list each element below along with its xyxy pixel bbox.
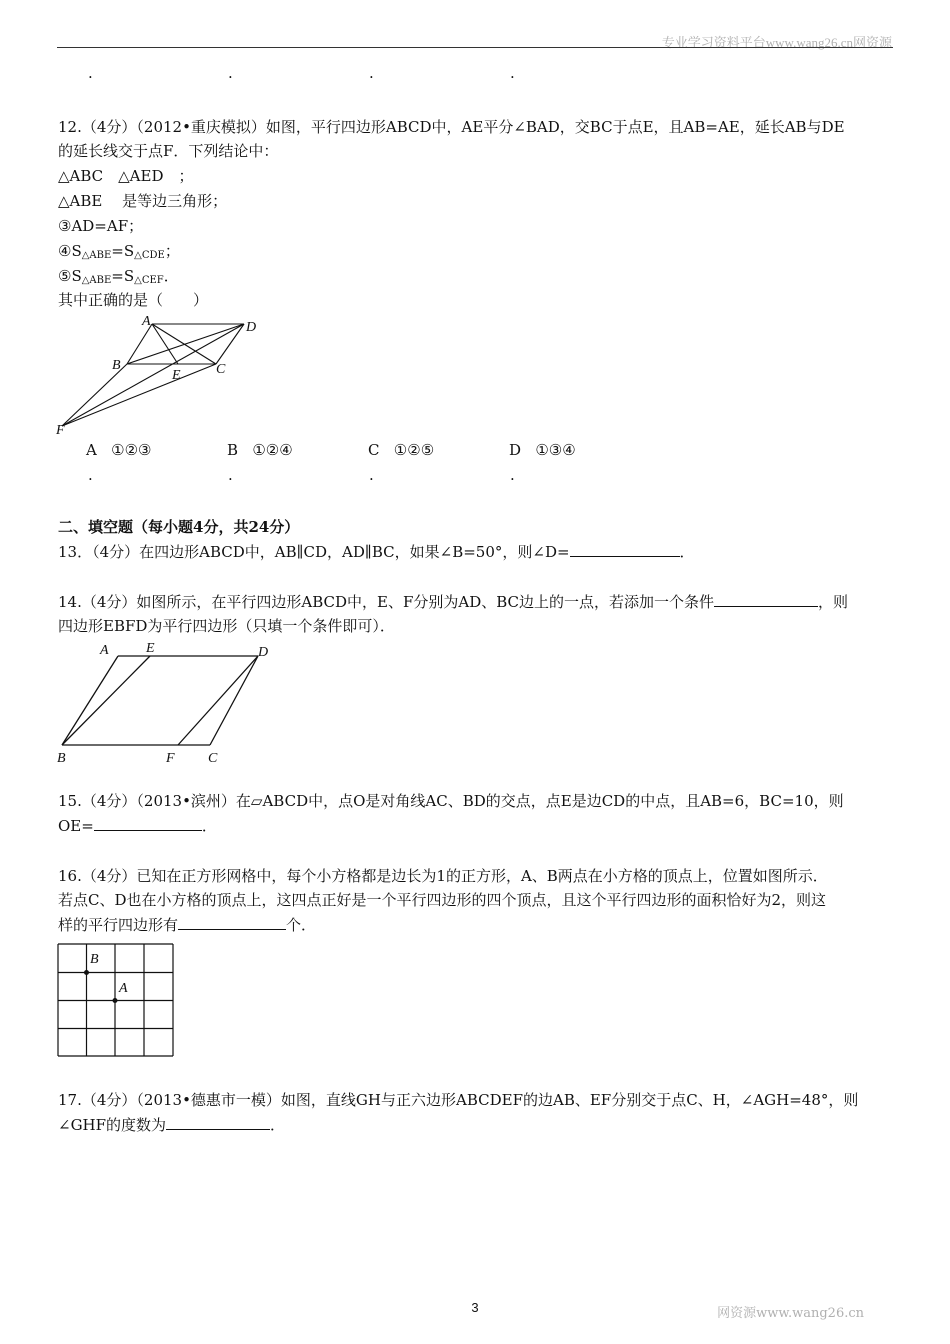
q14-line2: 四边形EBFD为平行四边形（只填一个条件即可）． [58, 617, 395, 635]
prev-dot-2: . [228, 64, 233, 82]
q12-option-dot-3: . [369, 466, 374, 484]
q14-label-b: B [57, 751, 66, 766]
q16-point-a [113, 998, 118, 1003]
q16-line2: 若点C、D也在小方格的顶点上，这四点正好是一个平行四边形的四个顶点，且这个平行四边形的面积恰好为2，则这 [58, 891, 827, 909]
q12-line2: 的延长线交于点F．下列结论中： [58, 142, 279, 160]
q13-answer-blank[interactable] [570, 540, 680, 557]
page-number: 3 [471, 1300, 479, 1315]
q16-answer-blank[interactable] [178, 913, 286, 930]
q16-point-b [84, 970, 89, 975]
q14-line1: 14.（4分）如图所示，在平行四边形ABCD中，E、F分别为AD、BC边上的一点，若添加一个条件 ，则 [58, 590, 848, 614]
footer-site-text: 网资源www.wang26.cn [717, 1306, 864, 1321]
q14-label-e: E [146, 641, 155, 656]
prev-dot-4: . [510, 64, 515, 82]
q16-label-b: B [90, 952, 99, 967]
header-site-text: 专业学习资料平台www.wang26.cn网资源 [661, 35, 892, 50]
q17-answer-blank[interactable] [166, 1113, 270, 1130]
q15-line2: OE= ． [58, 814, 217, 838]
q12-option-dot-4: . [510, 466, 515, 484]
section-2-title: 二、填空题（每小题4分，共24分） [58, 518, 300, 536]
q12-option-a[interactable]: A ①②③ [86, 441, 152, 459]
prev-dot-1: . [88, 64, 93, 82]
q12-conclusion-3: ③AD=AF； [58, 217, 144, 235]
q12-option-d[interactable]: D ①③④ [509, 441, 576, 459]
q15-line1: 15.（4分）（2013•滨州）在▱ABCD中，点O是对角线AC、BD的交点，点E是边CD的中点，且AB=6，BC=10，则 [58, 792, 844, 810]
header-rule [57, 47, 893, 48]
q14-figure [52, 638, 282, 768]
q16-line3: 样的平行四边形有 个． [58, 913, 316, 937]
q14-label-c: C [208, 751, 218, 766]
q12-option-b[interactable]: B ①②④ [227, 441, 293, 459]
q12-conclusion-1: △ABC △AED ； [58, 167, 194, 185]
q14-label-f: F [166, 751, 175, 766]
q12-label-d: D [246, 320, 257, 335]
q12-option-dot-1: . [88, 466, 93, 484]
q12-conclusion-5: $⑤S_{\triangle ABE}=S_{\triangle CEF}$． [58, 267, 179, 286]
q12-label-a: A [142, 314, 151, 329]
q12-conclusion-2: △ABE 是等边三角形； [58, 192, 228, 210]
q14-label-d: D [258, 645, 269, 660]
q14-label-a: A [100, 643, 109, 658]
q12-label-f: F [56, 423, 65, 438]
q12-figure [52, 312, 268, 440]
q12-label-e: E [172, 368, 181, 383]
q16-label-a: A [119, 981, 128, 996]
q12-label-c: C [216, 362, 226, 377]
prev-dot-3: . [369, 64, 374, 82]
q15-answer-blank[interactable] [94, 814, 202, 831]
q12-conclusion-4: $④S_{\triangle ABE}=S_{\triangle CDE}$； [58, 242, 180, 261]
q16-line1: 16.（4分）已知在正方形网格中，每个小方格都是边长为1的正方形，A、B两点在小方格的顶点上，位置如图所示． [58, 867, 828, 885]
q12-prompt: 其中正确的是（ ） [58, 291, 209, 309]
q12-option-c[interactable]: C ①②⑤ [368, 441, 435, 459]
q13: 13．（4分）在四边形ABCD中，AB∥CD，AD∥BC，如果∠B=50°，则∠D= ． [58, 540, 695, 564]
q14-answer-blank[interactable] [714, 590, 818, 607]
q16-grid-figure [56, 942, 176, 1060]
q17-line2: ∠GHF的度数为 ． [58, 1113, 285, 1137]
q17-line1: 17.（4分）（2013•德惠市一模）如图，直线GH与正六边形ABCDEF的边AB、EF分别交于点C、H，∠AGH=48°，则 [58, 1091, 859, 1109]
q12-line1: 12.（4分）（2012•重庆模拟）如图，平行四边形ABCD中，AE平分∠BAD，交BC于点E，且AB=AE，延长AB与DE [58, 118, 845, 136]
q12-label-b: B [112, 358, 121, 373]
q12-option-dot-2: . [228, 466, 233, 484]
